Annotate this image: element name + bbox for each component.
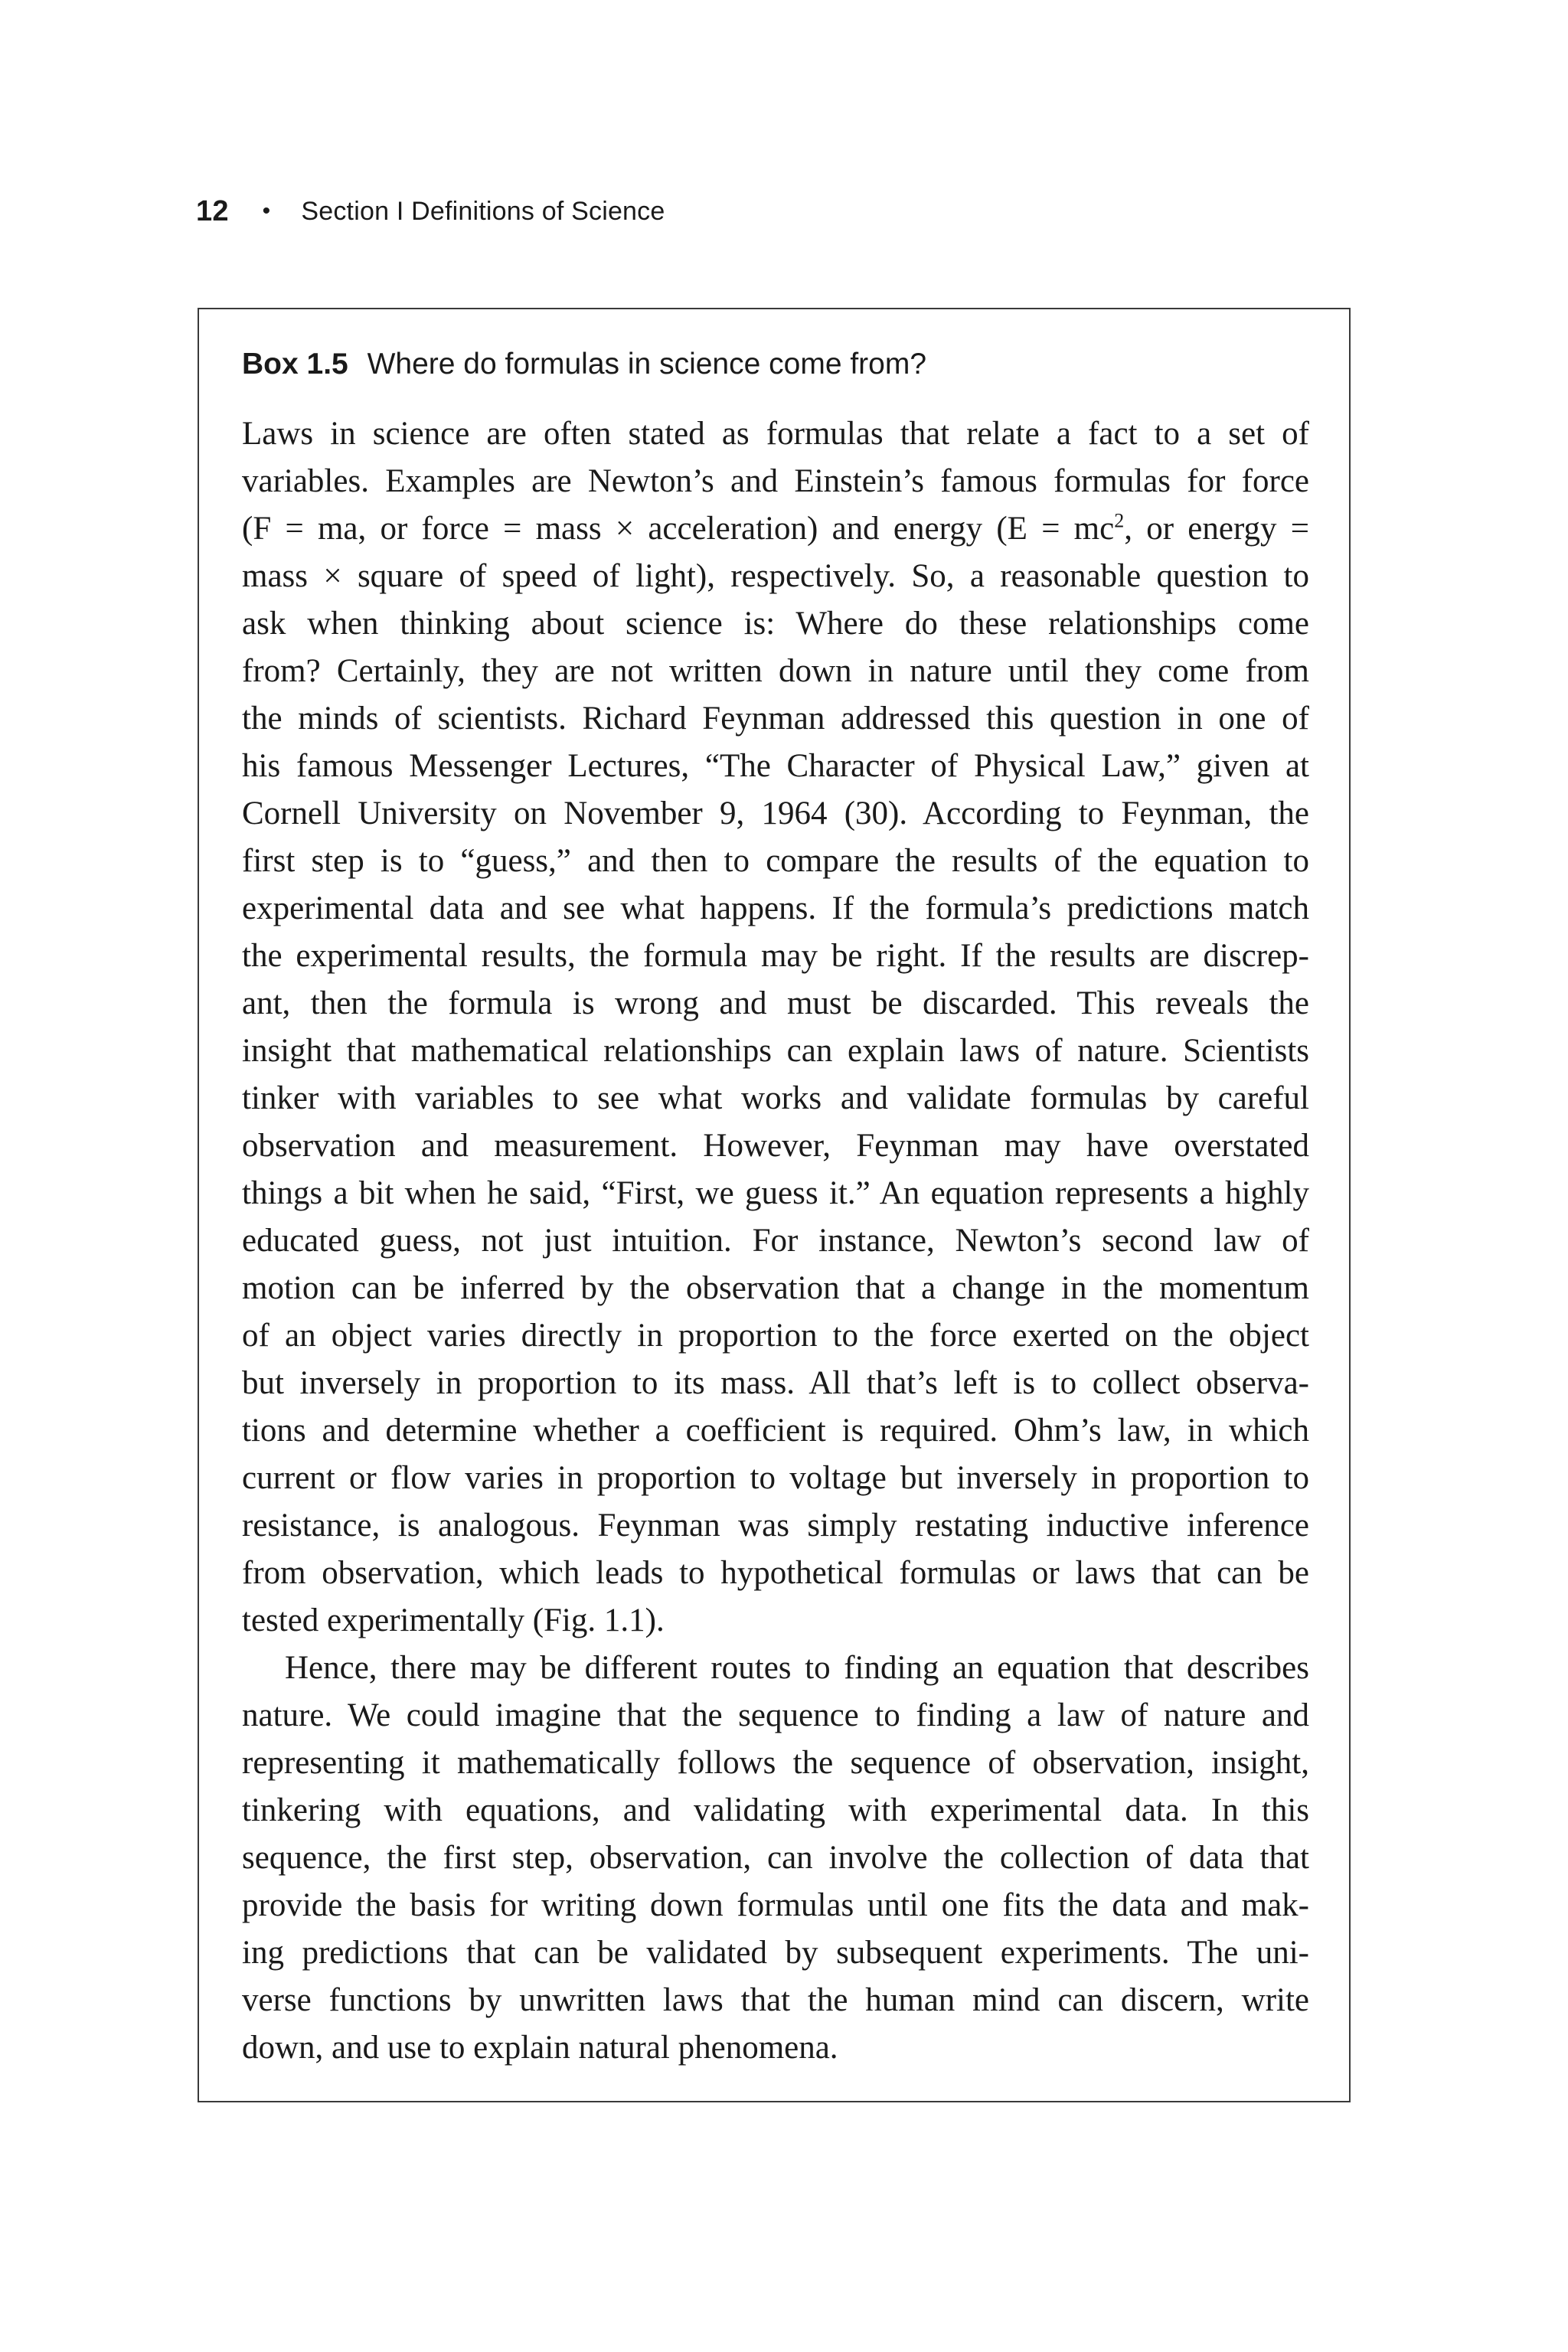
running-head-bullet: • [262, 198, 271, 224]
text-line: observation and measurement. However, Feynman may have overstated [242, 1128, 1309, 1164]
running-head [196, 196, 665, 227]
page-number: 12 [196, 194, 229, 227]
box-1-5 [198, 308, 1351, 2102]
text-line: variables. Examples are Newton’s and Einstein’s famous formulas for force [242, 463, 1309, 499]
text-line: verse functions by unwritten laws that the human mind can discern, write [242, 1982, 1309, 2018]
text-line: insight that mathematical relationships can explain laws of nature. Scientists [242, 1033, 1309, 1069]
section-title: Section I Definitions of Science [301, 196, 665, 226]
text-line: provide the basis for writing down formulas until one fits the data and mak- [242, 1887, 1309, 1923]
text-line: Cornell University on November 9, 1964 (30). According to Feynman, the [242, 795, 1309, 831]
text-line: from? Certainly, they are not written down in nature until they come from [242, 653, 1309, 689]
text-line: resistance, is analogous. Feynman was simply restating inductive inference [242, 1508, 1309, 1544]
text-line: the minds of scientists. Richard Feynman addressed this question in one of [242, 701, 1309, 737]
box-label: Box 1.5 [242, 348, 348, 381]
text-line: things a bit when he said, “First, we guess it.” An equation represents a highly [242, 1175, 1309, 1211]
text-segment: (F = ma, or force = mass × acceleration) and energy (E = mc [242, 511, 1115, 547]
text-segment: , or energy = [1124, 511, 1309, 547]
text-line: tinkering with equations, and validating with experimental data. In this [242, 1792, 1309, 1828]
text-line: current or flow varies in proportion to voltage but inversely in proportion to [242, 1460, 1309, 1496]
text-line: tinker with variables to see what works and validate formulas by careful [242, 1080, 1309, 1116]
superscript-2: 2 [1114, 509, 1125, 532]
text-line: sequence, the first step, observation, can involve the collection of data that [242, 1840, 1309, 1876]
text-line: representing it mathematically follows the sequence of observation, insight, [242, 1745, 1309, 1781]
text-line: from observation, which leads to hypothetical formulas or laws that can be [242, 1555, 1309, 1591]
text-line: ask when thinking about science is: Where do these relationships come [242, 606, 1309, 642]
text-line: nature. We could imagine that the sequence to finding a law of nature and [242, 1697, 1309, 1733]
text-line: motion can be inferred by the observation that a change in the momentum [242, 1270, 1309, 1306]
box-title: Where do formulas in science come from? [367, 348, 927, 381]
paragraph-last-line: down, and use to explain natural phenomena. [242, 2030, 838, 2066]
text-line: educated guess, not just intuition. For instance, Newton’s second law of [242, 1223, 1309, 1259]
box-body [242, 410, 1309, 2072]
text-line: first step is to “guess,” and then to compare the results of the equation to [242, 843, 1309, 879]
paragraph-last-line: tested experimentally (Fig. 1.1). [242, 1602, 665, 1638]
paragraph-first-line: Hence, there may be different routes to finding an equation that describes [285, 1650, 1309, 1686]
text-line: his famous Messenger Lectures, “The Character of Physical Law,” given at [242, 748, 1309, 784]
text-line: ing predictions that can be validated by subsequent experiments. The uni- [242, 1935, 1309, 1971]
text-line: the experimental results, the formula may be right. If the results are discrep- [242, 938, 1309, 974]
text-line: but inversely in proportion to its mass. All that’s left is to collect observa- [242, 1365, 1309, 1401]
text-line: mass × square of speed of light), respectively. So, a reasonable question to [242, 558, 1309, 594]
text-line-with-superscript [242, 505, 1309, 553]
text-line: tions and determine whether a coefficient is required. Ohm’s law, in which [242, 1413, 1309, 1449]
text-line: ant, then the formula is wrong and must be discarded. This reveals the [242, 985, 1309, 1021]
text-line: of an object varies directly in proportion to the force exerted on the object [242, 1318, 1309, 1354]
box-heading [242, 348, 926, 381]
text-line: experimental data and see what happens. If the formula’s predictions match [242, 890, 1309, 926]
text-line: Laws in science are often stated as formulas that relate a fact to a set of [242, 416, 1309, 452]
